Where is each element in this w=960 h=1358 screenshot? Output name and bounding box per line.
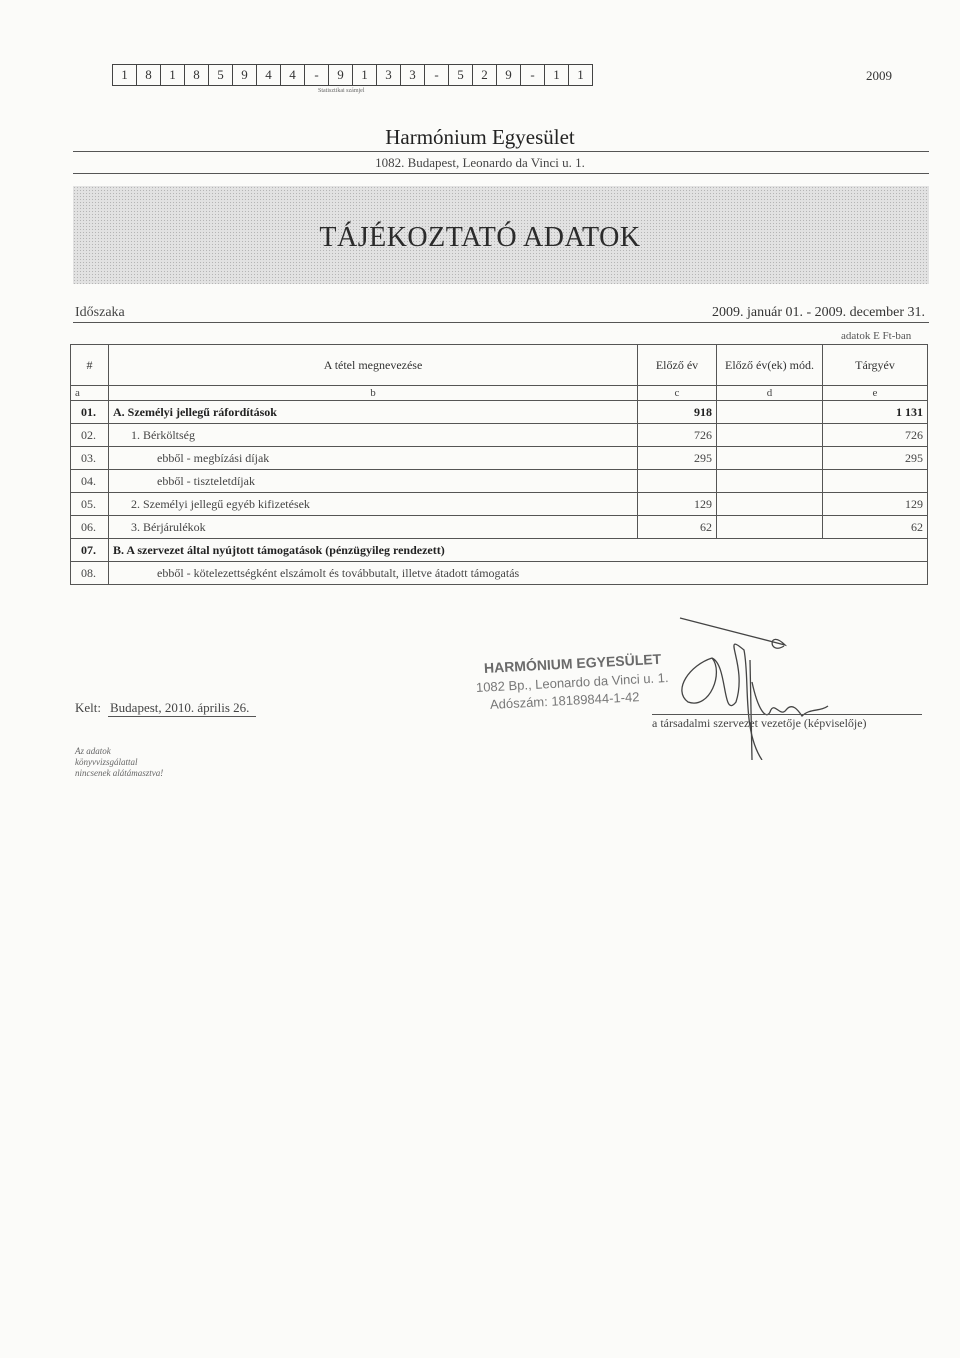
date-value: Budapest, 2010. április 26. [110, 700, 250, 715]
row-code: 02. [71, 424, 109, 447]
row-name: 3. Bérjárulékok [109, 516, 638, 539]
audit-note-line: könyvvizsgálattal [75, 757, 138, 767]
code-digit: 1 [352, 65, 376, 85]
row-name: A. Személyi jellegű ráfordítások [109, 401, 638, 424]
signer-title: a társadalmi szervezet vezetője (képviselője) [652, 716, 867, 730]
table-row [71, 493, 928, 516]
code-digit: 1 [544, 65, 568, 85]
row-name: B. A szervezet által nyújtott támogatások (pénzügyileg rendezett) [109, 539, 928, 562]
signature-line [652, 714, 922, 715]
col-header-name: A tétel megnevezése [109, 345, 638, 386]
row-name: 2. Személyi jellegű egyéb kifizetések [109, 493, 638, 516]
col-header-prev: Előző év [638, 345, 717, 386]
row-prev: 918 [638, 401, 717, 424]
stamp-tax-number: Adószám: 18189844-1-42 [489, 689, 640, 712]
code-digit: 5 [208, 65, 232, 85]
row-current: 62 [823, 516, 928, 539]
row-mod [717, 493, 823, 516]
divider [73, 173, 929, 174]
row-code: 06. [71, 516, 109, 539]
divider [73, 322, 929, 323]
code-digit: 3 [376, 65, 400, 85]
statistical-code [112, 64, 593, 86]
row-mod [717, 516, 823, 539]
row-code: 05. [71, 493, 109, 516]
table-header-row [71, 345, 928, 386]
table-row [71, 424, 928, 447]
period-value: 2009. január 01. - 2009. december 31. [712, 305, 926, 320]
page-title: TÁJÉKOZTATÓ ADATOK [319, 222, 641, 253]
row-code: 03. [71, 447, 109, 470]
row-code: 04. [71, 470, 109, 493]
signature-icon [650, 610, 830, 760]
row-name: ebből - kötelezettségként elszámolt és továbbutalt, illetve átadott támogatás [109, 562, 928, 585]
stamp-address: 1082 Bp., Leonardo da Vinci u. 1. [475, 669, 669, 695]
organization-address: 1082. Budapest, Leonardo da Vinci u. 1. [375, 155, 585, 170]
table-row [71, 516, 928, 539]
row-current: 1 131 [823, 401, 928, 424]
row-name: ebből - tiszteletdíjak [109, 470, 638, 493]
row-code: 07. [71, 539, 109, 562]
code-digit: 1 [568, 65, 592, 85]
row-code: 08. [71, 562, 109, 585]
row-mod [717, 447, 823, 470]
row-current [823, 470, 928, 493]
code-digit: 9 [232, 65, 256, 85]
row-prev [638, 470, 717, 493]
row-name: 1. Bérköltség [109, 424, 638, 447]
organization-name: Harmónium Egyesület [385, 125, 575, 149]
code-digit: - [424, 65, 448, 85]
table-row [71, 539, 928, 562]
row-mod [717, 424, 823, 447]
code-digit: 5 [448, 65, 472, 85]
row-code: 01. [71, 401, 109, 424]
code-digit: 8 [136, 65, 160, 85]
audit-note-line: nincsenek alátámasztva! [75, 768, 164, 778]
row-current: 726 [823, 424, 928, 447]
code-digit: 8 [184, 65, 208, 85]
col-header-mod: Előző év(ek) mód. [717, 345, 823, 386]
statistical-code-label: Statisztikai számjel [318, 88, 365, 94]
col-letter: b [109, 386, 638, 401]
code-digit: 3 [400, 65, 424, 85]
code-digit: 1 [121, 67, 128, 82]
col-letter: a [71, 386, 109, 401]
row-name: ebből - megbízási díjak [109, 447, 638, 470]
data-table [70, 344, 928, 585]
row-prev: 295 [638, 447, 717, 470]
period-label: Időszaka [75, 305, 125, 320]
row-current: 129 [823, 493, 928, 516]
code-digit: 1 [160, 65, 184, 85]
report-year: 2009 [866, 68, 892, 83]
code-digit: 2 [472, 65, 496, 85]
code-digit: - [304, 65, 328, 85]
divider [73, 151, 929, 152]
table-row [71, 447, 928, 470]
code-digit: 4 [280, 65, 304, 85]
row-prev: 129 [638, 493, 717, 516]
row-prev: 62 [638, 516, 717, 539]
table-row [71, 562, 928, 585]
audit-note-line: Az adatok [75, 746, 111, 756]
units-note: adatok E Ft-ban [841, 330, 912, 342]
stamp-organization: HARMÓNIUM EGYESÜLET [483, 650, 662, 676]
table-letter-row [71, 386, 928, 401]
col-letter: d [717, 386, 823, 401]
code-digit: 4 [256, 65, 280, 85]
col-header-current: Tárgyév [823, 345, 928, 386]
date-label: Kelt: [75, 700, 101, 715]
row-mod [717, 470, 823, 493]
row-prev: 726 [638, 424, 717, 447]
code-digit: 9 [496, 65, 520, 85]
table-row [71, 401, 928, 424]
col-letter: c [638, 386, 717, 401]
row-mod [717, 401, 823, 424]
table-row [71, 470, 928, 493]
date-underline [108, 716, 256, 717]
code-digit: 9 [328, 65, 352, 85]
col-letter: e [823, 386, 928, 401]
code-digit: - [520, 65, 544, 85]
col-header-num: # [71, 345, 109, 386]
row-current: 295 [823, 447, 928, 470]
